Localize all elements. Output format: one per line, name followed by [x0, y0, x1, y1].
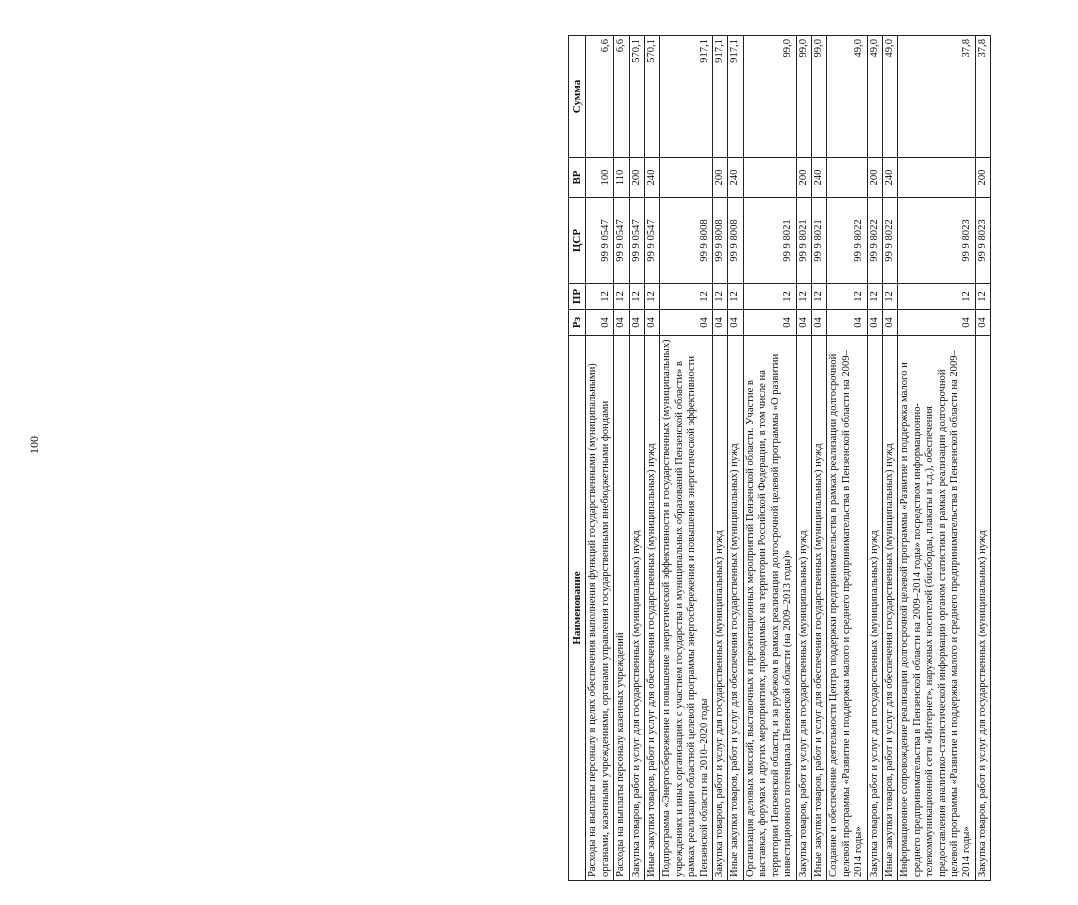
table-row: [975, 36, 990, 881]
cell-rz: 04: [811, 310, 826, 336]
cell-vr: 200: [629, 158, 644, 198]
cell-name: Расходы на выплаты персоналу казенных учреждений: [614, 336, 629, 881]
table-row: [713, 36, 728, 881]
cell-rz: 04: [645, 310, 660, 336]
cell-csr: 99 9 8021: [743, 198, 796, 284]
cell-vr: 240: [882, 158, 897, 198]
cell-sum: 37,8: [975, 36, 990, 158]
cell-csr: 99 9 0547: [645, 198, 660, 284]
cell-rz: 04: [867, 310, 882, 336]
header-row: [569, 36, 586, 881]
cell-sum: 49,0: [867, 36, 882, 158]
cell-csr: 99 9 8008: [660, 198, 713, 284]
cell-rz: 04: [827, 310, 867, 336]
cell-name: Подпрограмма «Энергосбережение и повышение энергетической эффективности в государственных (муниципальных) учреждениях и иных организациях с участием государства и муниципальных образований Пензенской области» в рамках реализации областной целевой программы энергосбережения и повышения энергетической эффективности Пензенской области на 2010–2020 годы: [660, 336, 713, 881]
cell-sum: 99,0: [811, 36, 826, 158]
cell-pr: 12: [898, 284, 975, 310]
cell-vr: 200: [796, 158, 811, 198]
cell-pr: 12: [728, 284, 743, 310]
table-row: [811, 36, 826, 881]
cell-rz: 04: [614, 310, 629, 336]
cell-name: Иные закупки товаров, работ и услуг для обеспечения государственных (муниципальных) нужд: [882, 336, 897, 881]
table-row: [629, 36, 644, 881]
cell-name: Закупка товаров, работ и услуг для государственных (муниципальных) нужд: [713, 336, 728, 881]
cell-csr: 99 9 8008: [713, 198, 728, 284]
cell-vr: 240: [645, 158, 660, 198]
table-row: [743, 36, 796, 881]
cell-rz: 04: [743, 310, 796, 336]
cell-sum: 49,0: [882, 36, 897, 158]
cell-vr: 240: [811, 158, 826, 198]
cell-sum: 917,1: [660, 36, 713, 158]
cell-sum: 917,1: [728, 36, 743, 158]
cell-csr: 99 9 8022: [867, 198, 882, 284]
cell-pr: 12: [811, 284, 826, 310]
cell-pr: 12: [629, 284, 644, 310]
cell-pr: 12: [827, 284, 867, 310]
table-body: [586, 36, 991, 881]
table-row: [898, 36, 975, 881]
cell-pr: 12: [614, 284, 629, 310]
cell-csr: 99 9 8023: [898, 198, 975, 284]
cell-vr: [898, 158, 975, 198]
header-pr: ПР: [569, 284, 586, 310]
cell-csr: 99 9 8008: [728, 198, 743, 284]
cell-vr: [743, 158, 796, 198]
cell-csr: 99 9 8022: [882, 198, 897, 284]
cell-csr: 99 9 8021: [796, 198, 811, 284]
page-number: 100: [27, 436, 41, 454]
cell-sum: 37,8: [898, 36, 975, 158]
cell-name: Создание и обеспечение деятельности Центра поддержки предпринимательства в рамках реализации долгосрочной целевой программы «Развитие и поддержка малого и среднего предпринимательства в Пензенской области на 2009–2014 годы»: [827, 336, 867, 881]
cell-name: Закупка товаров, работ и услуг для государственных (муниципальных) нужд: [796, 336, 811, 881]
cell-csr: 99 9 0547: [586, 198, 614, 284]
cell-vr: 100: [586, 158, 614, 198]
cell-vr: [660, 158, 713, 198]
cell-rz: 04: [728, 310, 743, 336]
table-row: [867, 36, 882, 881]
cell-pr: 12: [660, 284, 713, 310]
cell-name: Иные закупки товаров, работ и услуг для обеспечения государственных (муниципальных) нужд: [645, 336, 660, 881]
cell-rz: 04: [660, 310, 713, 336]
cell-rz: 04: [713, 310, 728, 336]
cell-vr: 200: [867, 158, 882, 198]
budget-table: [568, 35, 991, 881]
table-row: [796, 36, 811, 881]
cell-sum: 6,6: [614, 36, 629, 158]
table-row: [586, 36, 614, 881]
cell-rz: 04: [796, 310, 811, 336]
table-row: [614, 36, 629, 881]
cell-vr: 200: [975, 158, 990, 198]
cell-name: Иные закупки товаров, работ и услуг для обеспечения государственных (муниципальных) нужд: [811, 336, 826, 881]
table-row: [728, 36, 743, 881]
cell-rz: 04: [975, 310, 990, 336]
cell-csr: 99 9 8023: [975, 198, 990, 284]
header-name: Наименование: [569, 336, 586, 881]
cell-pr: 12: [867, 284, 882, 310]
cell-name: Информационное сопровождение реализации долгосрочной целевой программы «Развитие и поддержка малого и среднего предпринимательства в Пензенской области на 2009–2014 годы» посредством информационно-телекоммуникационной сети «Интернет», наружных носителей (билборды, плакаты и т.д.), обеспечения предоставления аналитико-статистической информации органом статистики в рамках реализации долгосрочной целевой программы «Развитие и поддержка малого и среднего предпринимательства в Пензенской области на 2009–2014 годы»: [898, 336, 975, 881]
cell-name: Закупка товаров, работ и услуг для государственных (муниципальных) нужд: [975, 336, 990, 881]
cell-pr: 12: [586, 284, 614, 310]
cell-pr: 12: [743, 284, 796, 310]
cell-sum: 570,1: [629, 36, 644, 158]
cell-name: Организация деловых миссий, выставочных и презентационных мероприятий Пензенской области. Участие в выставках, форумах и других мероприятиях, проводимых на территории Российской Федерации, в том числе на территории Пензенской области, и за рубежом в рамках реализации долгосрочной целевой программы «О развитии инвестиционного потенциала Пензенской области (на 2009–2013 годы)»: [743, 336, 796, 881]
cell-rz: 04: [629, 310, 644, 336]
cell-sum: 570,1: [645, 36, 660, 158]
rotated-page: [568, 36, 1078, 881]
cell-rz: 04: [898, 310, 975, 336]
cell-vr: 200: [713, 158, 728, 198]
table-row: [827, 36, 867, 881]
cell-name: Расходы на выплаты персоналу в целях обеспечения выполнения функций государственными (муниципальными) органами, казенными учреждениями, органами управления государственными внебюджетными фондами: [586, 336, 614, 881]
cell-rz: 04: [882, 310, 897, 336]
cell-csr: 99 9 8021: [811, 198, 826, 284]
header-rz: Рз: [569, 310, 586, 336]
cell-sum: 99,0: [743, 36, 796, 158]
cell-pr: 12: [796, 284, 811, 310]
header-csr: ЦСР: [569, 198, 586, 284]
cell-vr: [827, 158, 867, 198]
cell-vr: 110: [614, 158, 629, 198]
header-vr: ВР: [569, 158, 586, 198]
cell-sum: 6,6: [586, 36, 614, 158]
cell-sum: 49,0: [827, 36, 867, 158]
cell-name: Иные закупки товаров, работ и услуг для обеспечения государственных (муниципальных) нужд: [728, 336, 743, 881]
cell-csr: 99 9 0547: [614, 198, 629, 284]
cell-pr: 12: [713, 284, 728, 310]
table-row: [645, 36, 660, 881]
cell-csr: 99 9 0547: [629, 198, 644, 284]
cell-sum: 99,0: [796, 36, 811, 158]
table-row: [882, 36, 897, 881]
cell-rz: 04: [586, 310, 614, 336]
cell-csr: 99 9 8022: [827, 198, 867, 284]
header-sum: Сумма: [569, 36, 586, 158]
cell-pr: 12: [882, 284, 897, 310]
cell-sum: 917,1: [713, 36, 728, 158]
cell-pr: 12: [975, 284, 990, 310]
table-row: [660, 36, 713, 881]
cell-name: Закупка товаров, работ и услуг для государственных (муниципальных) нужд: [867, 336, 882, 881]
cell-pr: 12: [645, 284, 660, 310]
cell-name: Закупка товаров, работ и услуг для государственных (муниципальных) нужд: [629, 336, 644, 881]
cell-vr: 240: [728, 158, 743, 198]
